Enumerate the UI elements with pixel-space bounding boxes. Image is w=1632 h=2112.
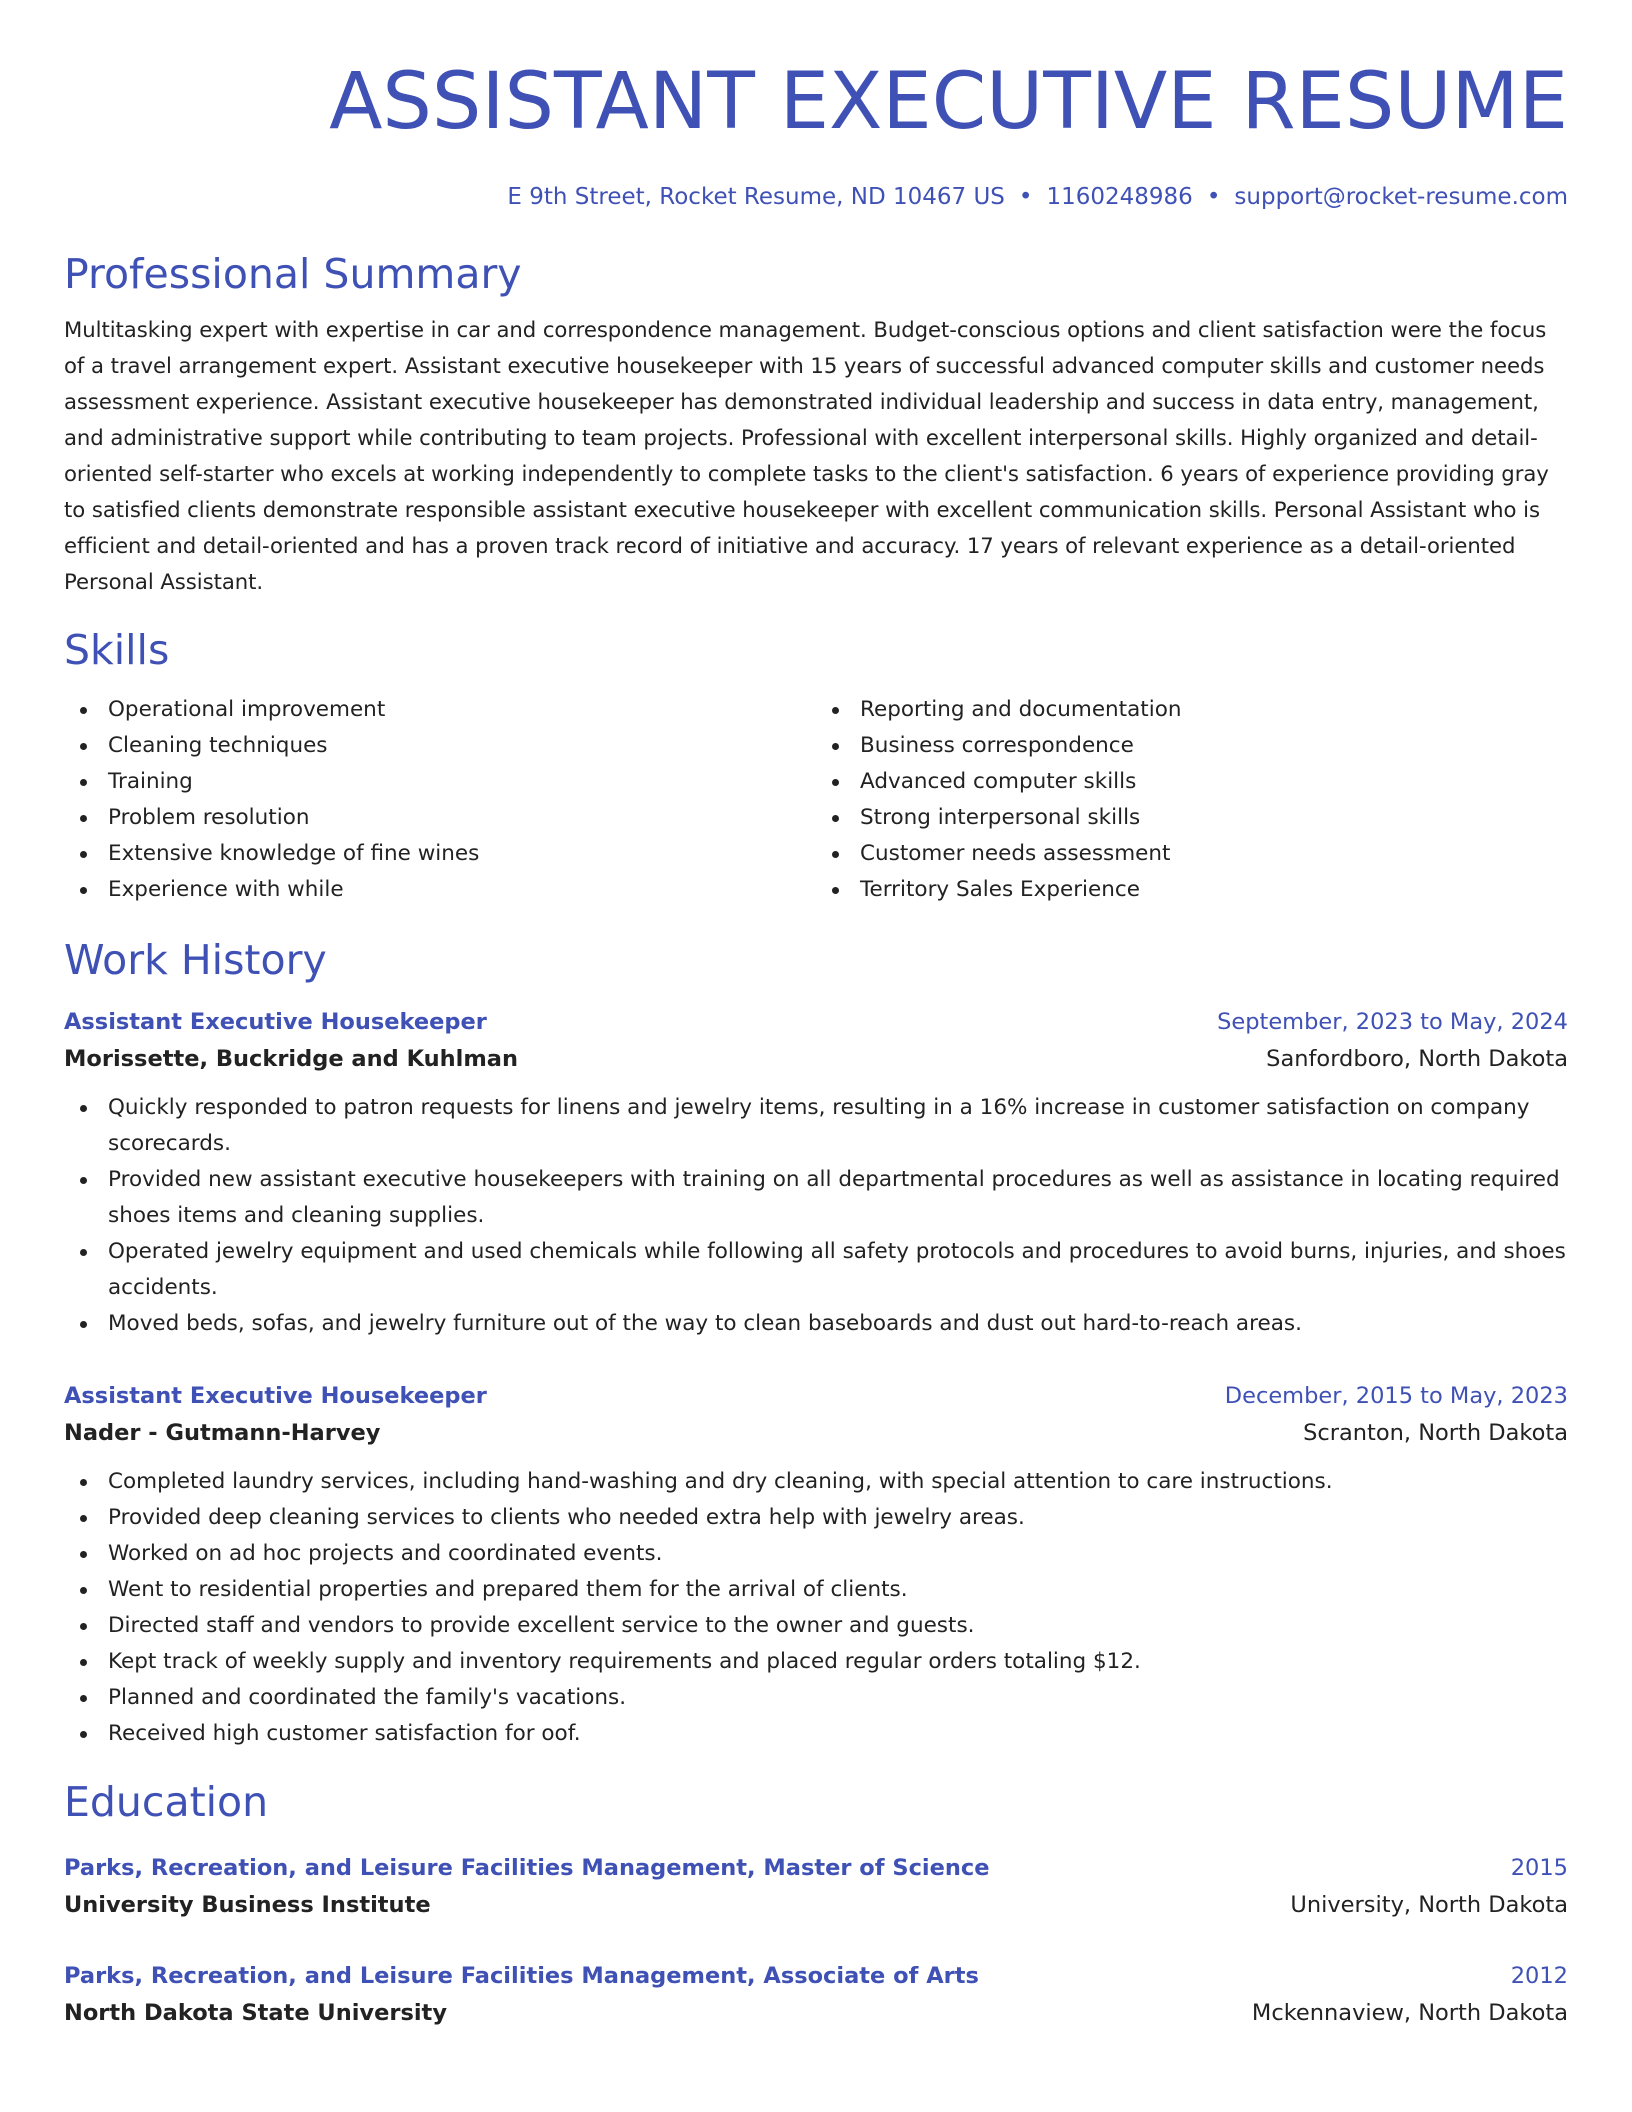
education-school: North Dakota State University — [64, 2000, 447, 2026]
job-bullet: Directed staff and vendors to provide excellent service to the owner and guests. — [64, 1608, 1568, 1644]
job-bullets — [64, 1090, 1568, 1342]
skill-item: Problem resolution — [64, 800, 816, 836]
education-header-row — [64, 1958, 1568, 1994]
skills-heading: Skills — [64, 626, 170, 674]
work-heading: Work History — [64, 936, 327, 984]
contact-separator: • — [1018, 184, 1033, 210]
job-title: Assistant Executive Housekeeper — [64, 1009, 487, 1035]
education-header-row — [64, 1850, 1568, 1886]
education-entry — [64, 1958, 1568, 2032]
job-bullet: Moved beds, sofas, and jewelry furniture out of the way to clean baseboards and dust out hard-to-reach areas. — [64, 1306, 1568, 1342]
education-year: 2015 — [1510, 1855, 1568, 1881]
job-entry — [64, 1004, 1568, 1342]
job-dates: September, 2023 to May, 2024 — [1217, 1009, 1568, 1035]
contact-line — [64, 182, 1568, 212]
job-company-row — [64, 1040, 1568, 1078]
education-school-row — [64, 1886, 1568, 1924]
job-location: Sanfordboro, North Dakota — [1266, 1046, 1568, 1072]
job-bullet: Provided new assistant executive housekeepers with training on all departmental procedures as well as assistance in locating required shoes items and cleaning supplies. — [64, 1162, 1568, 1234]
skill-item: Experience with while — [64, 872, 816, 908]
skill-item: Business correspondence — [816, 728, 1568, 764]
education-heading: Education — [64, 1778, 269, 1826]
skill-item: Operational improvement — [64, 692, 816, 728]
skills-column-right — [816, 692, 1568, 908]
skills-column-left — [64, 692, 816, 908]
job-company-row — [64, 1414, 1568, 1452]
education-section — [64, 1776, 1568, 2032]
summary-heading: Professional Summary — [64, 250, 522, 298]
skills-section — [64, 624, 1568, 908]
work-section — [64, 934, 1568, 1752]
resume-header — [64, 50, 1568, 212]
job-header-row — [64, 1004, 1568, 1040]
education-location: University, North Dakota — [1290, 1892, 1568, 1918]
job-bullet: Planned and coordinated the family's vacations. — [64, 1680, 1568, 1716]
job-bullets — [64, 1464, 1568, 1752]
resume-title: ASSISTANT EXECUTIVE RESUME — [329, 57, 1568, 147]
job-bullet: Kept track of weekly supply and inventory requirements and placed regular orders totaling $12. — [64, 1644, 1568, 1680]
job-bullet: Operated jewelry equipment and used chemicals while following all safety protocols and procedures to avoid burns, injuries, and shoes accidents. — [64, 1234, 1568, 1306]
education-school: University Business Institute — [64, 1892, 431, 1918]
education-entry — [64, 1850, 1568, 1924]
job-company: Nader - Gutmann-Harvey — [64, 1420, 381, 1446]
education-school-row — [64, 1994, 1568, 2032]
summary-section — [64, 248, 1568, 600]
skill-item: Training — [64, 764, 816, 800]
skill-item: Reporting and documentation — [816, 692, 1568, 728]
skill-item: Cleaning techniques — [64, 728, 816, 764]
education-year: 2012 — [1510, 1963, 1568, 1989]
skill-item: Customer needs assessment — [816, 836, 1568, 872]
job-company: Morissette, Buckridge and Kuhlman — [64, 1046, 519, 1072]
contact-phone[interactable]: 1160248986 — [1046, 184, 1193, 210]
summary-text: Multitasking expert with expertise in car and correspondence management. Budget-conscious options and client satisfaction were the focus of a travel arrangement expert. Assistant executive housekeeper with 15 years of successful advanced computer skills and customer needs assessment experience. Assistant executive housekeeper has demonstrated individual leadership and success in data entry, management, and administrative support while contributing to team projects. Professional with excellent interpersonal skills. Highly organized and detail-oriented self-starter who excels at working independently to complete tasks to the client's satisfaction. 6 years of experience providing gray to satisfied clients demonstrate responsible assistant executive housekeeper with excellent communication skills. Personal Assistant who is efficient and detail-oriented and has a proven track record of initiative and accuracy. 17 years of relevant experience as a detail-oriented Personal Assistant. — [64, 317, 1549, 594]
job-bullet: Received high customer satisfaction for oof. — [64, 1716, 1568, 1752]
job-bullet: Quickly responded to patron requests for linens and jewelry items, resulting in a 16% increase in customer satisfaction on company scorecards. — [64, 1090, 1568, 1162]
job-dates: December, 2015 to May, 2023 — [1224, 1383, 1568, 1409]
job-bullet: Completed laundry services, including hand-washing and dry cleaning, with special attention to care instructions. — [64, 1464, 1568, 1500]
education-degree: Parks, Recreation, and Leisure Facilities Management, Master of Science — [64, 1855, 990, 1881]
job-entry — [64, 1378, 1568, 1752]
job-location: Scranton, North Dakota — [1303, 1420, 1568, 1446]
skill-item: Strong interpersonal skills — [816, 800, 1568, 836]
job-bullet: Provided deep cleaning services to clients who needed extra help with jewelry areas. — [64, 1500, 1568, 1536]
skill-item: Extensive knowledge of fine wines — [64, 836, 816, 872]
job-header-row — [64, 1378, 1568, 1414]
education-location: Mckennaview, North Dakota — [1251, 2000, 1568, 2026]
job-title: Assistant Executive Housekeeper — [64, 1383, 487, 1409]
skill-item: Territory Sales Experience — [816, 872, 1568, 908]
skill-item: Advanced computer skills — [816, 764, 1568, 800]
contact-separator: • — [1206, 184, 1221, 210]
skills-grid — [64, 692, 1568, 908]
education-degree: Parks, Recreation, and Leisure Facilities Management, Associate of Arts — [64, 1963, 979, 1989]
job-bullet: Worked on ad hoc projects and coordinated events. — [64, 1536, 1568, 1572]
contact-email[interactable]: support@rocket-resume.com — [1234, 184, 1568, 210]
contact-address: E 9th Street, Rocket Resume, ND 10467 US — [507, 184, 1005, 210]
job-bullet: Went to residential properties and prepared them for the arrival of clients. — [64, 1572, 1568, 1608]
